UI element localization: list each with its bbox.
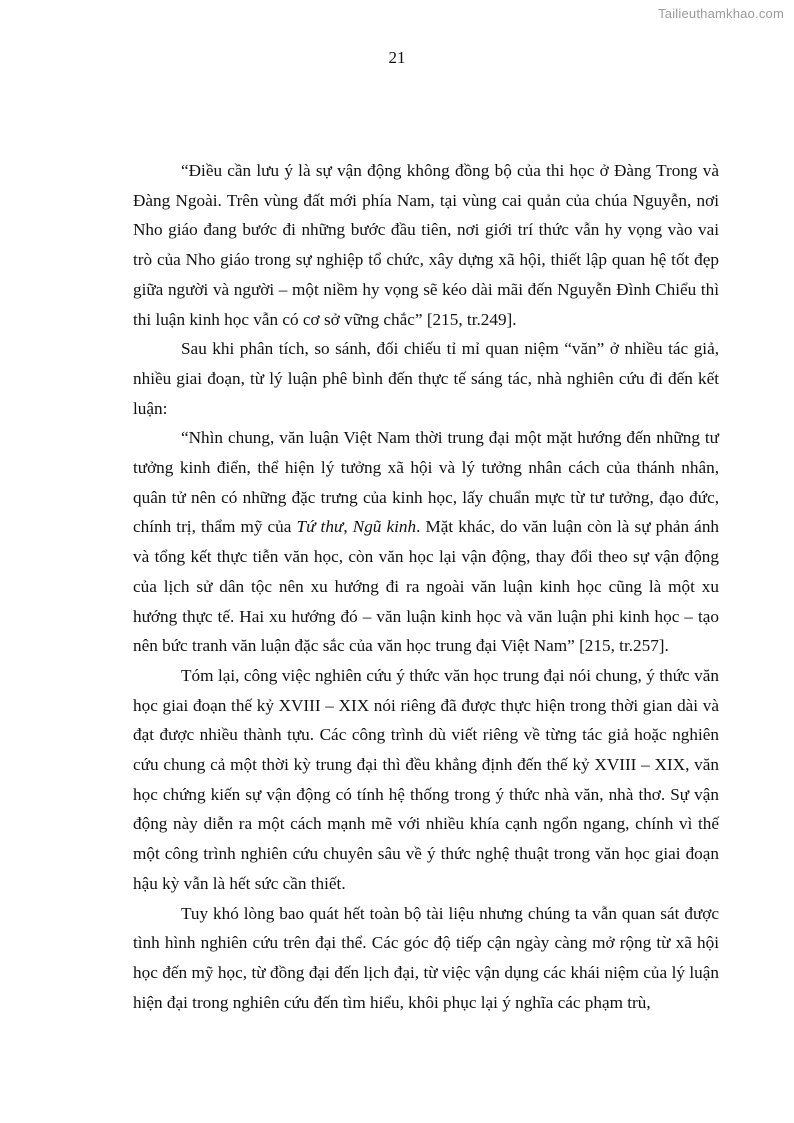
book-title-tu-thu: Tứ thư xyxy=(296,517,344,537)
quote-text-after: . Mặt khác, do văn luận còn là sự phản ánh và tổng kết thực tiễn văn học, còn văn học lại vận động, thay đổi theo sự vận động của lịch sử dân tộc nên xu hướng đi ra ngoài văn luận kinh học cũng là một xu hướng thực tế. Hai xu hướng đó – văn luận kinh học và văn luận phi kinh học – tạo nên bức tranh văn luận đặc sắc của văn học trung đại Việt Nam” [215, tr.257]. xyxy=(133,517,720,656)
paragraph-research-overview: Tuy khó lòng bao quát hết toàn bộ tài liệu nhưng chúng ta vẫn quan sát được tình hình nghiên cứu trên đại thể. Các góc độ tiếp cận ngày càng mở rộng từ xã hội học đến mỹ học, từ đồng đại đến lịch đại, từ việc vận dụng các khái niệm của lý luận hiện đại trong nghiên cứu đến tìm hiểu, khôi phục lại ý nghĩa các phạm trù, xyxy=(133,903,719,1012)
paragraph-analysis-intro: Sau khi phân tích, so sánh, đối chiếu tỉ mỉ quan niệm “văn” ở nhiều tác giả, nhiều giai đoạn, từ lý luận phê bình đến thực tế sáng tác, nhà nghiên cứu đi đến kết luận: xyxy=(133,339,719,418)
paragraph-quote-thi-hoc: “Điều cần lưu ý là sự vận động không đồng bộ của thi học ở Đàng Trong và Đàng Ngoài. Trên vùng đất mới phía Nam, tại vùng cai quản của chúa Nguyễn, nơi Nho giáo đang bước đi những bước đầu tiên, nơi giới trí thức vẫn hy vọng vào vai trò của Nho giáo trong sự nghiệp tổ chức, xây dựng xã hội, thiết lập quan hệ tốt đẹp giữa người và người – một niềm hy vọng sẽ kéo dài mãi đến Nguyễn Đình Chiểu thì thi luận kinh học vẫn có cơ sở vững chắc” [215, tr.249]. xyxy=(133,161,719,329)
paragraph-summary: Tóm lại, công việc nghiên cứu ý thức văn học trung đại nói chung, ý thức văn học giai đoạn thế kỷ XVIII – XIX nói riêng đã được thực hiện trong thời gian dài và đạt được nhiều thành tựu. Các công trình dù viết riêng về từng tác giả hoặc nghiên cứu chung cả một thời kỳ trung đại thì đều khẳng định đến thế kỷ XVIII – XIX, văn học chứng kiến sự vận động có tính hệ thống trong ý thức nhà văn, nhà thơ. Sự vận động này diễn ra một cách mạnh mẽ với nhiều khía cạnh ngổn ngang, chính vì thế một công trình nghiên cứu chuyên sâu về ý thức nghệ thuật trong văn học giai đoạn hậu kỳ vẫn là hết sức cần thiết. xyxy=(133,665,719,893)
quote-text-before: “Nhìn chung, văn luận Việt Nam thời trung đại một mặt hướng đến những tư tưởng kinh điển, thể hiện lý tưởng xã hội và lý tưởng nhân cách của thánh nhân, quân tử nên có những đặc trưng của kinh học, lấy chuẩn mực từ tư tưởng, đạo đức, chính trị, thẩm mỹ của xyxy=(133,428,719,537)
book-title-ngu-kinh: Ngũ kinh xyxy=(352,517,417,537)
document-body xyxy=(133,156,719,1017)
page-number: 21 xyxy=(388,48,406,67)
paragraph-quote-van-luan xyxy=(133,423,719,661)
quote-text-separator: , xyxy=(343,517,353,537)
watermark: Tailieuthamkhao.com xyxy=(658,6,784,21)
